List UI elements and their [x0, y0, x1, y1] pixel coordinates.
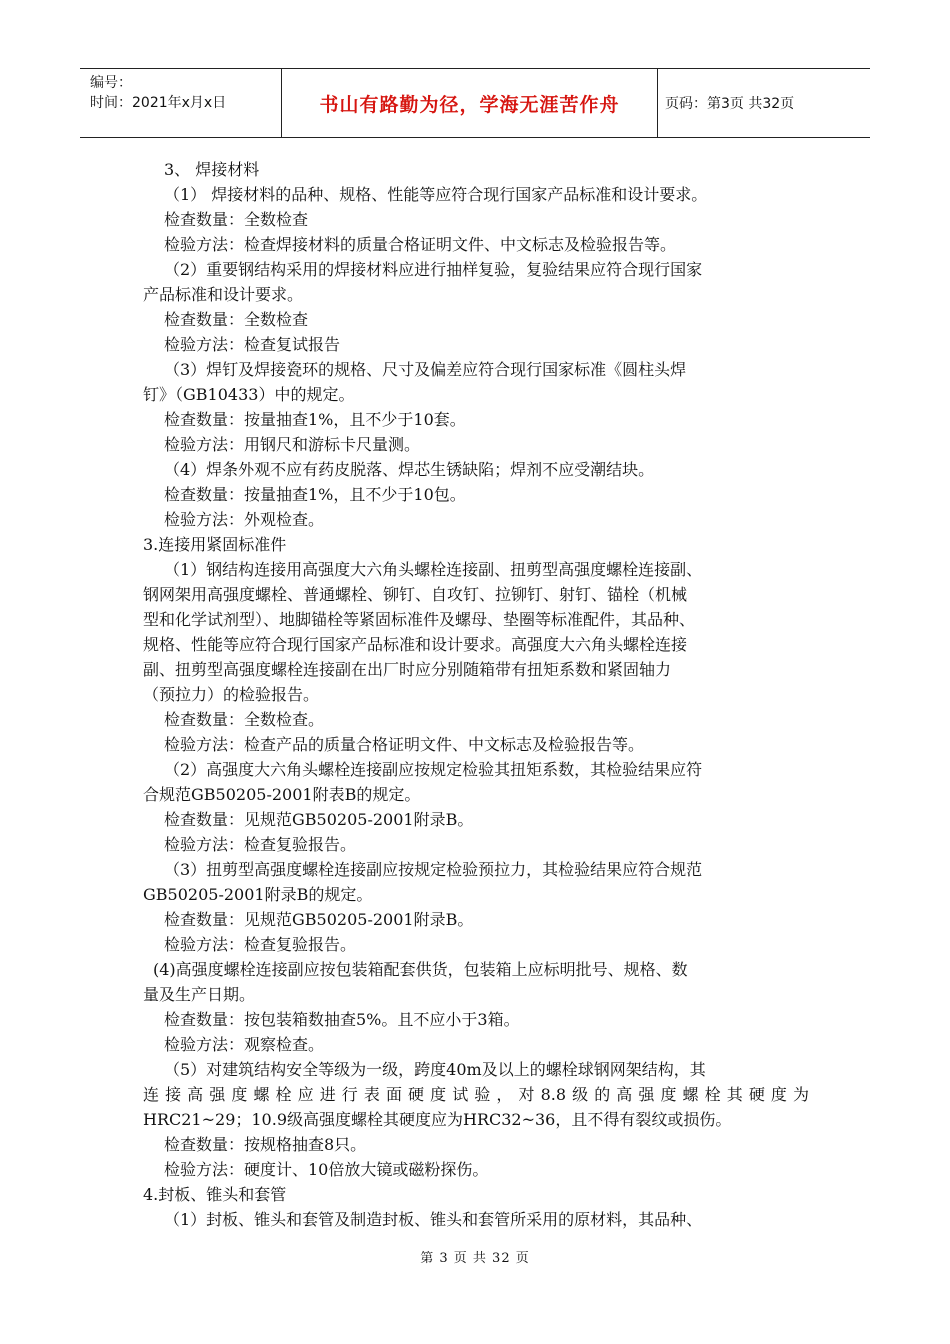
body-line: 检查数量：按规格抽查8只。	[164, 1135, 367, 1154]
page-footer: 第 3 页 共 32 页	[420, 1251, 530, 1266]
body-line: 合规范GB50205-2001附表B的规定。	[143, 785, 421, 804]
body-line: 钢网架用高强度螺栓、普通螺栓、铆钉、自攻钉、拉铆钉、射钉、锚栓（机械	[143, 585, 688, 604]
body-line: （2）高强度大六角头螺栓连接副应按规定检验其扭矩系数，其检验结果应符	[164, 760, 703, 779]
body-line: 连接高强度螺栓应进行表面硬度试验，对8.8级的高强度螺栓其硬度为	[143, 1085, 809, 1104]
body-line: 钉》（GB10433）中的规定。	[143, 385, 355, 404]
body-line: 检验方法：外观检查。	[164, 510, 325, 529]
body-line: 检查数量：见规范GB50205-2001附录B。	[164, 810, 474, 829]
body-line: 检查数量：全数检查	[164, 210, 309, 229]
body-line: 3、 焊接材料	[164, 160, 260, 179]
body-line: 检验方法：检查焊接材料的质量合格证明文件、中文标志及检验报告等。	[164, 235, 677, 254]
body-line: 4.封板、锥头和套管	[143, 1185, 287, 1204]
body-line: 检验方法：检查复验报告。	[164, 935, 357, 954]
body-line: （1） 焊接材料的品种、规格、性能等应符合现行国家产品标准和设计要求。	[164, 185, 708, 204]
body-line: （1）封板、锥头和套管及制造封板、锥头和套管所采用的原材料，其品种、	[164, 1210, 703, 1229]
header-motto: 书山有路勤为径，学海无涯苦作舟	[319, 93, 620, 116]
body-line: （3）扭剪型高强度螺栓连接副应按规定检验预拉力，其检验结果应符合规范	[164, 860, 703, 879]
header-meta	[90, 73, 280, 113]
body-line: （5）对建筑结构安全等级为一级，跨度40m及以上的螺栓球钢网架结构，其	[164, 1060, 706, 1079]
document-body	[143, 157, 809, 1232]
body-line: 检验方法：用钢尺和游标卡尺量测。	[164, 435, 421, 454]
body-line: 检查数量：全数检查。	[164, 710, 325, 729]
document-date: 时间：2021年x月x日	[90, 95, 227, 111]
body-line: 检验方法：检查复验报告。	[164, 835, 357, 854]
header-page-info: 页码：第3页 共32页	[665, 96, 795, 112]
body-line: 检查数量：按量抽查1%，且不少于10套。	[164, 410, 466, 429]
body-line: 检查数量：全数检查	[164, 310, 309, 329]
body-line: 检验方法：观察检查。	[164, 1035, 325, 1054]
body-line: （1）钢结构连接用高强度大六角头螺栓连接副、扭剪型高强度螺栓连接副、	[164, 560, 703, 579]
body-line: 量及生产日期。	[143, 985, 256, 1004]
body-line: HRC21~29；10.9级高强度螺栓其硬度应为HRC32~36，且不得有裂纹或损伤。	[143, 1110, 732, 1129]
body-line: 副、扭剪型高强度螺栓连接副在出厂时应分别随箱带有扭矩系数和紧固轴力	[143, 660, 672, 679]
body-line: 检查数量：按量抽查1%，且不少于10包。	[164, 485, 466, 504]
header-divider	[657, 69, 658, 137]
body-line: 检查数量：见规范GB50205-2001附录B。	[164, 910, 474, 929]
body-line: 检验方法：硬度计、10倍放大镜或磁粉探伤。	[164, 1160, 489, 1179]
body-line: 规格、性能等应符合现行国家产品标准和设计要求。高强度大六角头螺栓连接	[143, 635, 688, 654]
body-line: 检查数量：按包装箱数抽查5%。且不应小于3箱。	[164, 1010, 520, 1029]
body-line: (4)高强度螺栓连接副应按包装箱配套供货，包装箱上应标明批号、规格、数	[153, 960, 688, 979]
body-line: 产品标准和设计要求。	[143, 285, 304, 304]
body-line: 3.连接用紧固标准件	[143, 535, 287, 554]
document-number-label: 编号：	[90, 75, 132, 91]
body-line: GB50205-2001附录B的规定。	[143, 885, 373, 904]
body-line: 检验方法：检查产品的质量合格证明文件、中文标志及检验报告等。	[164, 735, 645, 754]
body-line: （预拉力）的检验报告。	[143, 685, 320, 704]
body-line: （3）焊钉及焊接瓷环的规格、尺寸及偏差应符合现行国家标准《圆柱头焊	[164, 360, 687, 379]
body-line: （4）焊条外观不应有药皮脱落、焊芯生锈缺陷；焊剂不应受潮结块。	[164, 460, 655, 479]
body-line: 型和化学试剂型）、地脚锚栓等紧固标准件及螺母、垫圈等标准配件，其品种、	[143, 610, 696, 629]
body-line: （2）重要钢结构采用的焊接材料应进行抽样复验，复验结果应符合现行国家	[164, 260, 703, 279]
body-line: 检验方法：检查复试报告	[164, 335, 341, 354]
header-table	[80, 68, 870, 138]
